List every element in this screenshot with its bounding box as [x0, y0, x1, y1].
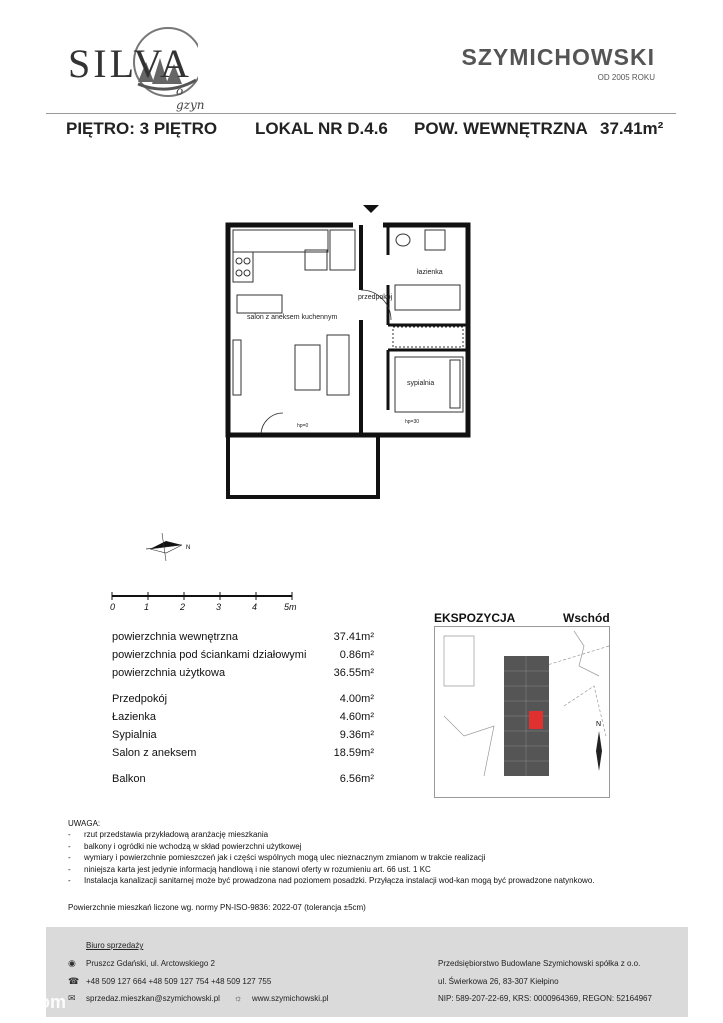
- area-label: powierzchnia pod ściankami działowymi: [112, 649, 307, 661]
- company-name: Przedsiębiorstwo Budowlane Szymichowski spółka z o.o.: [438, 959, 641, 968]
- stove: [233, 252, 253, 282]
- height-marker-2: hp=30: [405, 419, 420, 425]
- note-item: - wymiary i powierzchnie pomieszczeń jak i części wspólnych mogą ulec nieznacznym zmianom w trakcie realizacji: [68, 852, 668, 863]
- kitchen-counter: [233, 230, 328, 252]
- area-row: [112, 646, 374, 664]
- brand-name: SZYMICHOWSKI: [461, 44, 655, 70]
- balcony-row: [112, 770, 374, 788]
- area-label: powierzchnia wewnętrzna: [112, 631, 238, 643]
- floor-plan: [205, 195, 495, 505]
- exposure-map: [434, 626, 610, 798]
- note-item: - Instalacja kanalizacji sanitarnej może być prowadzona nad poziomem posadzki. Przyłącza instalacji wod-kan mogą być prowadzone natynkowo.: [68, 875, 668, 886]
- globe-icon: ☼: [234, 993, 243, 1003]
- svg-text:N: N: [596, 721, 602, 728]
- room-przedpokoj-label: przedpokój: [358, 294, 393, 301]
- balcony-value: 6.56m²: [339, 773, 374, 785]
- sales-office-title: Biuro sprzedaży: [86, 941, 144, 950]
- phone-icon: ☎: [68, 976, 80, 986]
- area-value: 37.41m²: [600, 119, 664, 138]
- area-row: [112, 664, 374, 682]
- title-bar: [66, 119, 666, 141]
- room-label: Przedpokój: [112, 693, 168, 705]
- notes-title: UWAGA:: [68, 819, 101, 828]
- balcony-label: Balkon: [112, 773, 146, 785]
- area-label: powierzchnia użytkowa: [112, 667, 226, 679]
- room-value: 18.59m²: [333, 747, 374, 759]
- scale-tick: 2: [180, 602, 186, 612]
- email-icon: ✉: [68, 993, 76, 1003]
- scale-tick: 1: [144, 602, 150, 612]
- room-value: 9.36m²: [339, 729, 374, 741]
- note-item: - balkony i ogródki nie wchodzą w skład powierzchni użytkowej: [68, 841, 668, 852]
- entrance-gap: [353, 221, 383, 229]
- location-icon: ◉: [68, 958, 76, 968]
- room-row: [112, 726, 374, 744]
- room-label: Łazienka: [112, 711, 157, 723]
- company-address: ul. Świerkowa 26, 83-307 Kiełpino: [438, 977, 559, 986]
- fridge: [305, 250, 327, 270]
- unit-label: LOKAL NR D.4.6: [255, 119, 388, 138]
- area-row: [112, 628, 374, 646]
- room-value: 4.00m²: [339, 693, 374, 705]
- sofa: [327, 335, 349, 395]
- compass-north-label: N: [186, 545, 191, 551]
- footer: [46, 927, 688, 1017]
- header-divider: [46, 113, 676, 114]
- scale-bar: [108, 590, 298, 614]
- room-row: [112, 708, 374, 726]
- wardrobe: [393, 327, 463, 347]
- logo-word: SILVA: [68, 41, 192, 86]
- phone-numbers[interactable]: +48 509 127 664 +48 509 127 754 +48 509 127 755: [86, 977, 272, 986]
- silva-logo: [68, 22, 205, 112]
- room-label: Salon z aneksem: [112, 747, 197, 759]
- room-salon-label: salon z aneksem kuchennym: [247, 314, 338, 321]
- scale-tick: 4: [252, 602, 258, 612]
- entrance-arrow-icon: [363, 205, 379, 213]
- room-value: 4.60m²: [339, 711, 374, 723]
- brand-sub: OD 2005 ROKU: [597, 73, 655, 82]
- unit-highlight: [529, 711, 543, 729]
- scale-tick: 5m: [284, 602, 297, 612]
- note-item: - rzut przedstawia przykładową aranżację mieszkania: [68, 829, 668, 840]
- note-item: - niniejsza karta jest jedynie informacją handlową i nie stanowi oferty w rozumieniu art. 66 ust. 1 KC: [68, 864, 668, 875]
- email-link[interactable]: sprzedaz.mieszkan@szymichowski.pl: [86, 994, 220, 1003]
- room-label: Sypialnia: [112, 729, 157, 741]
- toilet: [425, 230, 445, 250]
- office-address: Pruszcz Gdański, ul. Arctowskiego 2: [86, 959, 215, 968]
- cabinet: [330, 230, 355, 270]
- area-label: POW. WEWNĘTRZNA: [414, 119, 588, 138]
- website-link[interactable]: www.szymichowski.pl: [252, 994, 329, 1003]
- notes: [68, 818, 668, 886]
- coffee-table: [295, 345, 320, 390]
- balcony: [228, 435, 378, 497]
- scale-tick: 3: [216, 602, 222, 612]
- room-lazienka-label: łazienka: [417, 269, 443, 276]
- company-ids: NIP: 589-207-22-69, KRS: 0000964369, REGON: 52164967: [438, 994, 652, 1003]
- sink: [396, 234, 410, 246]
- area-value: 37.41m²: [333, 631, 374, 643]
- outer-wall: [228, 225, 468, 435]
- floor-label: PIĘTRO: 3 PIĘTRO: [66, 119, 218, 138]
- height-marker-1: hp=0: [297, 423, 309, 429]
- logo-script: o gzyn: [176, 84, 205, 112]
- area-table: [112, 628, 374, 788]
- area-value: 36.55m²: [333, 667, 374, 679]
- scale-tick: 0: [110, 602, 116, 612]
- room-row: [112, 690, 374, 708]
- bathtub: [395, 285, 460, 310]
- exposure-direction: Wschód: [563, 611, 610, 625]
- area-value: 0.86m²: [339, 649, 374, 661]
- watermark: otodom: [0, 992, 66, 1012]
- brand-logo: [462, 44, 655, 82]
- room-row: [112, 744, 374, 762]
- exposure-title: EKSPOZYCJA: [434, 611, 516, 625]
- room-sypialnia-label: sypialnia: [407, 380, 435, 387]
- tv-unit: [233, 340, 241, 395]
- dining-table: [237, 295, 282, 313]
- norm-note: Powierzchnie mieszkań liczone wg. normy PN-ISO-9836: 2022-07 (tolerancja ±5cm): [68, 903, 366, 912]
- compass-icon: [140, 527, 200, 567]
